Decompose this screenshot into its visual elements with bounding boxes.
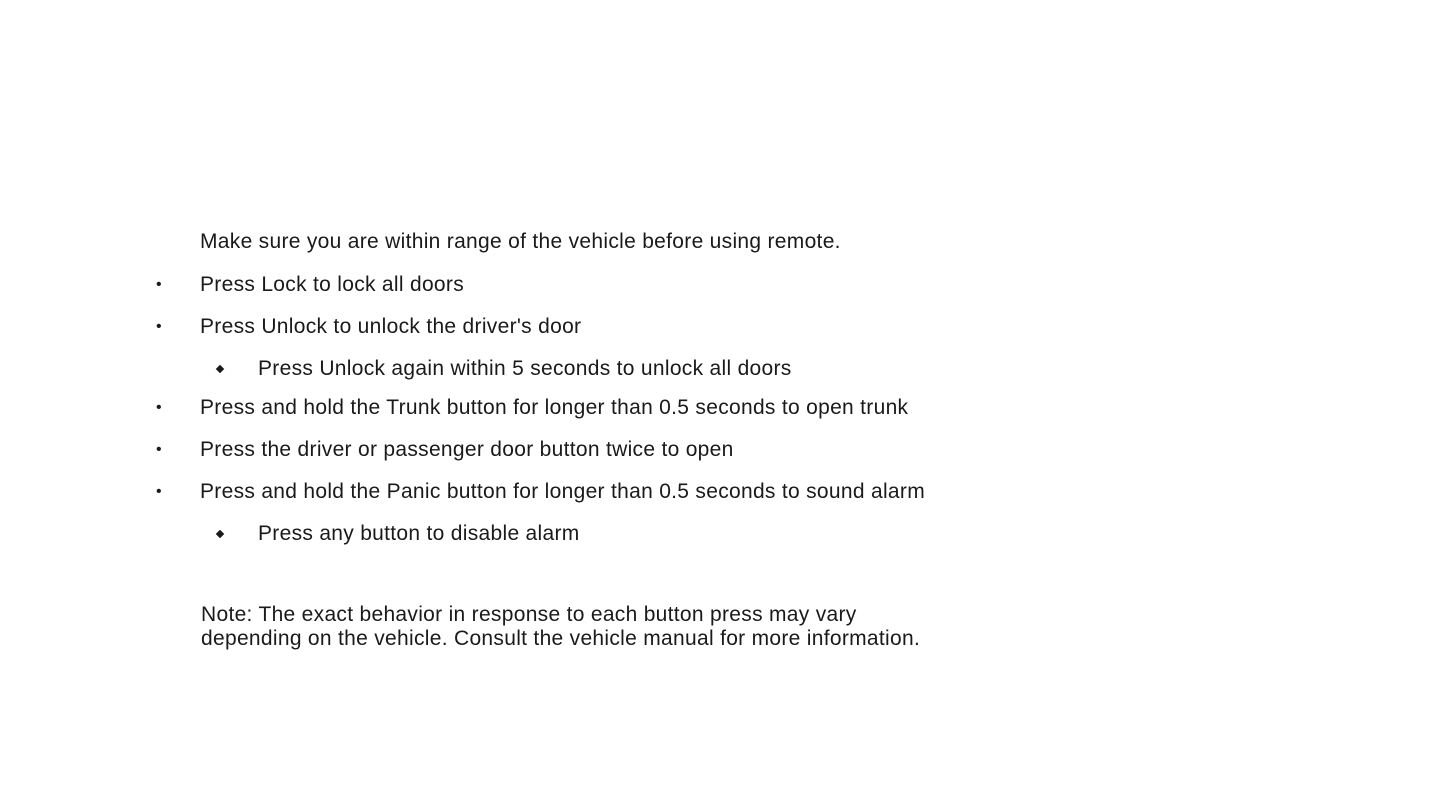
list-item: Press and hold the Panic button for longer than 0.5 seconds to sound alarm <box>200 480 925 503</box>
bullet-icon: • <box>156 483 162 500</box>
intro-text: Make sure you are within range of the vehicle before using remote. <box>200 230 841 253</box>
bullet-icon: • <box>156 318 162 335</box>
bullet-icon: • <box>156 441 162 458</box>
list-item: Press the driver or passenger door button twice to open <box>200 438 734 461</box>
bullet-icon: • <box>156 399 162 416</box>
sub-list-item: Press Unlock again within 5 seconds to unlock all doors <box>258 357 792 380</box>
list-item: Press Unlock to unlock the driver's door <box>200 315 582 338</box>
diamond-bullet-icon <box>216 530 224 538</box>
note-text-line-1: Note: The exact behavior in response to each button press may vary <box>201 603 857 626</box>
note-text-line-2: depending on the vehicle. Consult the vehicle manual for more information. <box>201 627 921 650</box>
list-item: Press Lock to lock all doors <box>200 273 465 296</box>
bullet-icon: • <box>156 276 162 293</box>
list-item: Press and hold the Trunk button for longer than 0.5 seconds to open trunk <box>200 396 909 419</box>
sub-list-item: Press any button to disable alarm <box>258 522 580 545</box>
diamond-bullet-icon <box>216 365 224 373</box>
